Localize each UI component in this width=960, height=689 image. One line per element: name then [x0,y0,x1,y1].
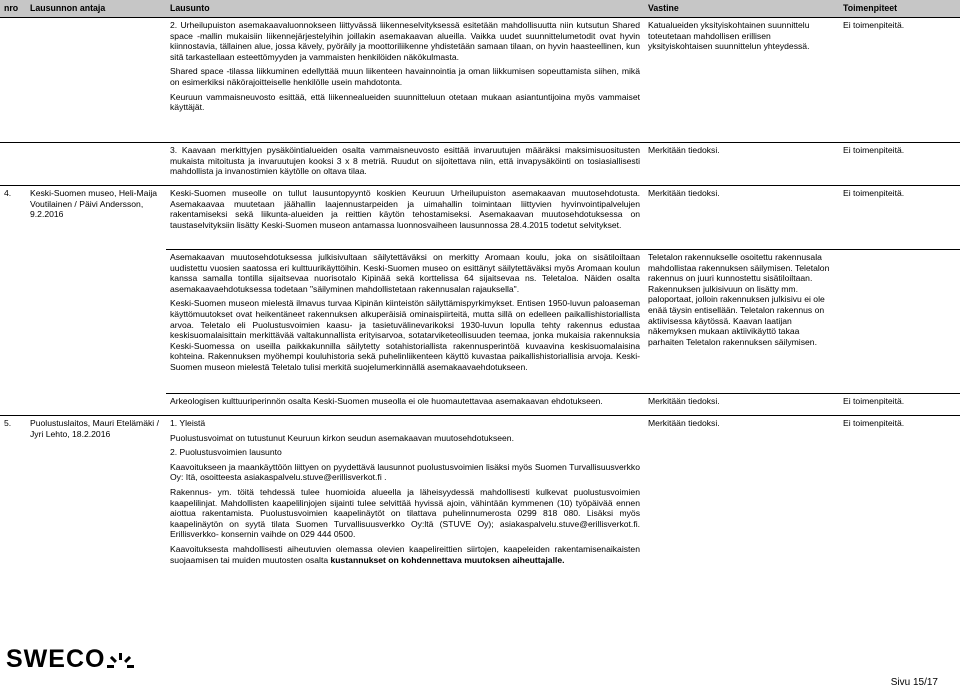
table-header-row [0,0,960,18]
statement-paragraph: Puolustusvoimat on tutustunut Keuruun kirkon seudun asemakaavan muutosehdotukseen. [170,432,514,443]
statement-cell [166,394,644,416]
response-cell: Merkitään tiedoksi. [644,394,839,416]
header-statement-giver: Lausunnon antaja [26,0,166,18]
statement-paragraph: Kaavoitukseen ja maankäyttöön liittyen on pyydettävä lausunnot puolustusvoimien lisäksi myös Suomen Turvallisuusverkko Oy: Itä, osoitteesta asiakaspalvelu.stuve@erillisverkot.fi . [170,461,640,483]
page-number: Sivu 15/17 [890,677,938,688]
action-cell [839,250,960,394]
sweco-logo [6,645,136,682]
statement-paragraph: Keski-Suomen museon mielestä ilmavus turvaa Kipinän kiinteistön säilyttämispyrkimykset. Entisen 1950-luvun paloaseman käyttömuutokset ovat heikentäneet rakennuksen alkuperäisiä ominaispiirteitä, mutta sillä on edelleen paikallishistoriallista arvoa. Teletalo eli Puolustusvoimien kaasu- ja tasietuvälinevarikoksi 1930-luvun lopulla tehty rakennus edustaa keskisuomalaisittain merkittävää valtakunnallista erityisarvoa, sotatarviketeollisuuden teemaa, jonka mukaisia rakennuksia Keski-Suomessa on useilla paikkakunnilla säilytetty sotahistoriallista rakennusperintöä kuvaavina keskisuomalaisina kohteina. Rakennuksen myöhempi kouluhistoria sekä puhelinliikenteen käyttö kuvastaa paikallishistoriallisia arvoja. Keski-Suomen museon mielestä Teletalo tulisi merkitä suojelumerkinnällä asemakaavaehdotukseen. [170,298,640,372]
row-nro: 5. [4,418,12,428]
table-row [0,394,960,416]
action-cell: Ei toimenpiteitä. [839,394,960,416]
response-cell: Katualueiden yksityiskohtainen suunnittelu toteutetaan mahdollisen erillisen yksityiskohtaisen suunnittelun yhteydessä. [644,18,839,143]
row-nro [0,394,26,416]
action-cell: Ei toimenpiteitä. [839,18,960,143]
statement-heading: 2. Puolustusvoimien lausunto [170,447,282,458]
row-giver: Puolustuslaitos, Mauri Etelämäki / Jyri Lehto, 18.2.2016 [30,418,159,439]
statement-heading: 1. Yleistä [170,418,206,428]
statement-cell [166,250,644,394]
response-cell: Merkitään tiedoksi. [648,418,720,428]
statement-paragraph: 2. Urheilupuiston asemakaavaluonnokseen liittyvässä liikenneselvityksessä esitetään mahdollisuutta niin kutsutun Shared space -mallin mukaisiin liikennejärjestelyihin joillakin asemakaavan alueilla. Vaikka uudet suunnittelumetodit ovat hyvin kiinnostavia, tällainen alue, jossa kävely, pyöräily ja moottoriliikenne yhdistetään samaan tilaan, on hyvin haasteellinen, kun sitä tarkastellaan esteettömyyden ja vammaisten henkilöiden näkökulmasta. [170,20,640,62]
action-cell: Ei toimenpiteitä. [839,186,960,250]
response-cell: Merkitään tiedoksi. [644,186,839,250]
table-row [0,416,960,569]
table-row [0,186,960,250]
statement-emphasis: kustannukset on kohdennettava muutoksen aiheuttajalle. [330,554,565,565]
statement-paragraph: Rakennus- ym. töitä tehdessä tulee huomioida alueella ja läheisyydessä mahdollisesti kulkevat puolustusvoimien kaapelilinjat. Mahdollisten kaapelilinjojen sijainti tulee selvittää hyvissä ajoin, vähintään kymmenen (10) työpäivää ennen aiottua rakentamista. Puolustusvoimien kaapelinäytöt on tilattava puhelinnumerosta 0299 818 080. Lisäksi myös kaapelinäytön on syytä tilata Suomen Turvallisuusverkko Oy:ltä (STUVE Oy); asiakaspalvelu.stuve@erillisverkot.fi. Erillisverkko- konsernin vaihde on 029 444 0500. [170,486,640,540]
row-giver: Keski-Suomen museo, Heli-Maija Voutilainen / Päivi Andersson, 9.2.2016 [30,188,158,220]
response-cell: Merkitään tiedoksi. [644,143,839,186]
response-cell: Teletalon rakennukselle osoitettu rakennusala mahdollistaa rakennuksen säilymisen. Teletalon rakennus on juuri kunnostettu sisätiloiltaan. Rakennuksen julkisivuun on lisätty mm. paloportaat, jolloin rakennuksen julkisivu ei ole enää täysin entisellään. Teletalon rakennus on aktiivisessa käytössä. Kaavan laatijan näkemyksen mukaan aktiivikäyttö takaa parhaiten Teletalon rakennuksen säilymisen. [644,250,839,394]
row-giver [26,143,166,186]
statement-paragraph: Arkeologisen kulttuuriperinnön osalta Keski-Suomen museolla ei ole huomautettavaa asemakaavan ehdotukseen. [170,396,603,406]
action-cell: Ei toimenpiteitä. [843,418,905,428]
row-nro [0,18,26,143]
row-giver [26,18,166,143]
statement-paragraph: Keuruun vammaisneuvosto esittää, että liikennealueiden suunnitteluun otetaan mukaan asiantuntijoina myös vammaiset käyttäjät. [170,91,640,113]
logo-text: SWECO [6,645,106,673]
row-nro [0,250,26,394]
header-actions: Toimenpiteet [839,0,960,18]
row-giver [26,394,166,416]
row-nro [0,143,26,186]
table-row [0,250,960,394]
statement-cell [166,18,644,143]
statement-paragraph: Shared space -tilassa liikkuminen edellyttää muun liikenteen havainnointia ja oman liikkumisen sopeuttamista siihen, mikä on esimerkiksi näkörajoitteiselle henkilölle usein mahdotonta. [170,66,640,87]
row-giver [26,250,166,394]
statement-paragraph: Keski-Suomen museolle on tullut lausuntopyyntö koskien Keuruun Urheilupuiston asemakaavan muutosehdotusta. Asemakaavaa muutetaan jäähallin laajennustarpeiden ja uimahallin toimintaan liittyvien hyvinvointipalvelujen rakentamiseksi sekä liikunta-alueiden ja reittien käytön tehostamiseksi. Asemakaavan muutosehdotuksessa on taustaselvityksiin lisätty Keski-Suomen museon antamassa luonnosvaiheen lausunnossa 28.4.2015 todetut selvitykset. [170,188,640,230]
statement-cell [166,416,644,569]
statement-cell [166,143,644,186]
action-cell: Ei toimenpiteitä. [839,143,960,186]
statement-text: Kaavoituksesta mahdollisesti aiheutuvien olemassa olevien kaapelireittien siirtojen, kaapeleiden rakentamisenaikaisten suojaamisen tai muiden muutosten osalta [170,543,640,565]
header-nro: nro [0,0,26,18]
table-row [0,18,960,143]
header-response: Vastine [644,0,839,18]
statement-paragraph [170,544,640,565]
row-nro: 4. [4,188,12,198]
logo-mark-icon [106,652,136,682]
header-statement: Lausunto [166,0,644,18]
statement-paragraph: Asemakaavan muutosehdotuksessa julkisivultaan säilytettäväksi on merkitty Aromaan koulu, joka on sisätiloiltaan uudistettu vuosien saatossa eri kulttuurikäyttöihin. Keski-Suomen museo on esittänyt säilytettäväksi myös Aromaan koulun kanssa samalla tontilla sijaitsevaa nuorisotalo Kipinää sekä korttelissa 64 sijaitsevaa ns. Teletaloa. Näiden osalta asemakaavaehdotuksessa todetaan "säilyminen mahdollistetaan rakennusalan rajauksella". [170,252,640,294]
statement-paragraph: 3. Kaavaan merkittyjen pysäköintialueiden osalta vammaisneuvosto esittää invaruutujen määräksi maksimisuositusten mukaista mitoitusta ja invaruutujen kooksi 3 x 8 metriä. Ruudut on sijoitettava niin, että invapysäköinti on tosiasiallisesti mahdollista ja invanostimien käytölle on oltava tilaa. [170,145,640,177]
table-row [0,143,960,186]
statement-cell [166,186,644,250]
